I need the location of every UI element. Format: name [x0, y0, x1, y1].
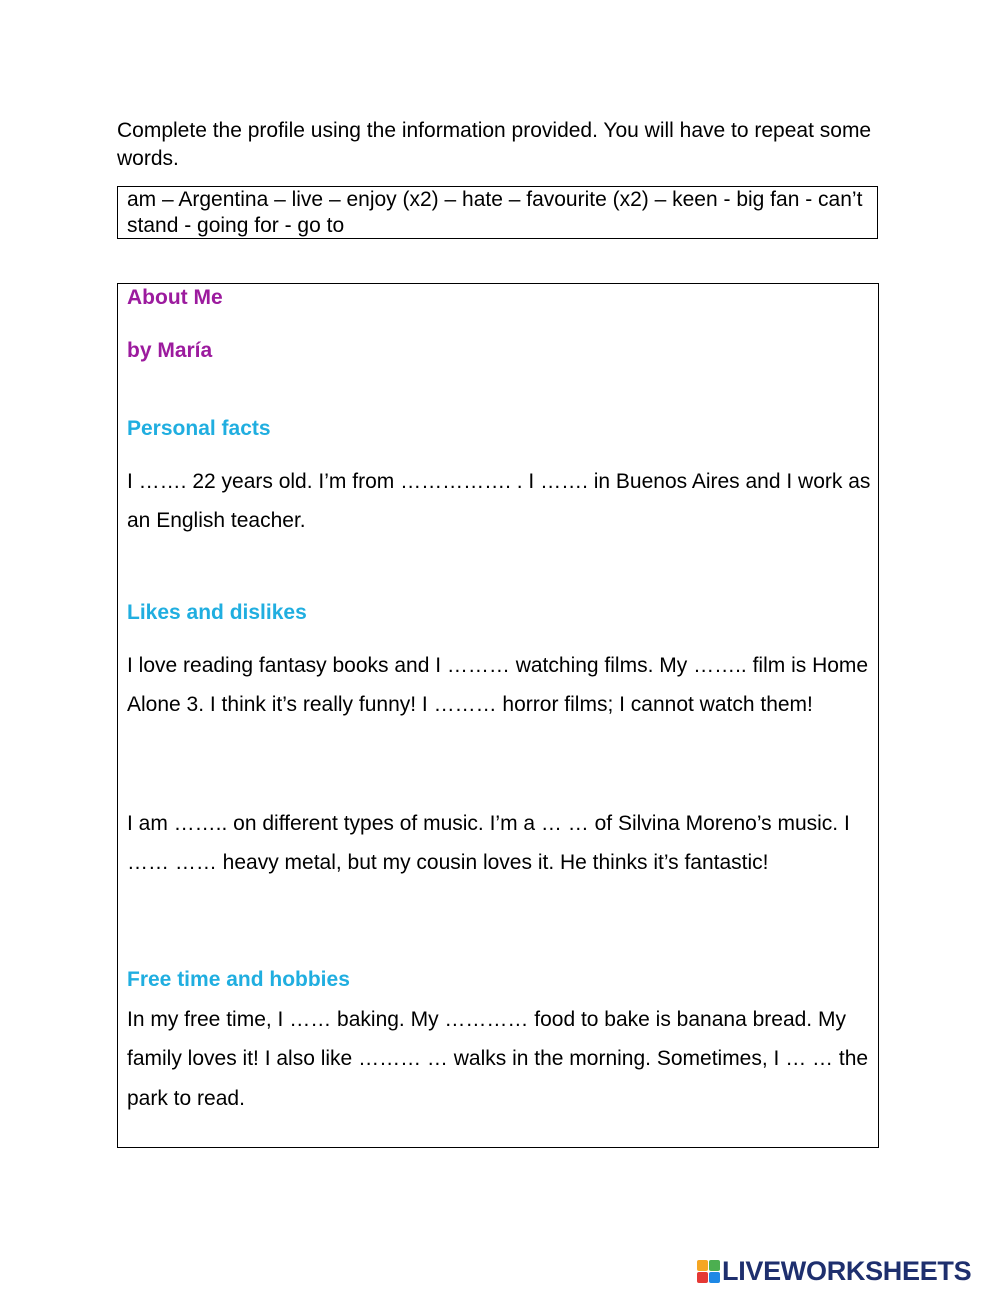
- logo-text: LIVEWORKSHEETS: [722, 1256, 972, 1286]
- instructions-text: Complete the profile using the information provided. You will have to repeat some words.: [117, 119, 872, 170]
- section-heading-likes-dislikes: Likes and dislikes: [127, 601, 307, 624]
- paragraph-personal-facts: I ……. 22 years old. I’m from ……………. . I ……. in Buenos Aires and I work as an English teacher.: [127, 470, 871, 533]
- profile-title: About Me: [127, 286, 223, 309]
- logo-grid-icon: [697, 1260, 720, 1283]
- liveworksheets-logo: [697, 1255, 971, 1287]
- section-heading-personal-facts: Personal facts: [127, 417, 271, 440]
- profile-author: by María: [127, 339, 213, 362]
- paragraph-free-time: In my free time, I …… baking. My ………… food to bake is banana bread. My family loves it! I also like ……… … walks in the morning. Sometimes, I … … the park to read.: [127, 1008, 869, 1110]
- paragraph-likes-music: I am …….. on different types of music. I’m a … … of Silvina Moreno’s music. I …… …… heavy metal, but my cousin loves it. He thinks it’s fantastic!: [127, 812, 850, 875]
- paragraph-likes-films: I love reading fantasy books and I ……… watching films. My …….. film is Home Alone 3. I think it’s really funny! I ……… horror films; I cannot watch them!: [127, 654, 869, 717]
- section-heading-free-time: Free time and hobbies: [127, 968, 350, 991]
- word-bank-box: am – Argentina – live – enjoy (x2) – hate – favourite (x2) – keen - big fan - can’t stand - going for - go to: [117, 186, 878, 239]
- profile-box: [117, 283, 879, 1148]
